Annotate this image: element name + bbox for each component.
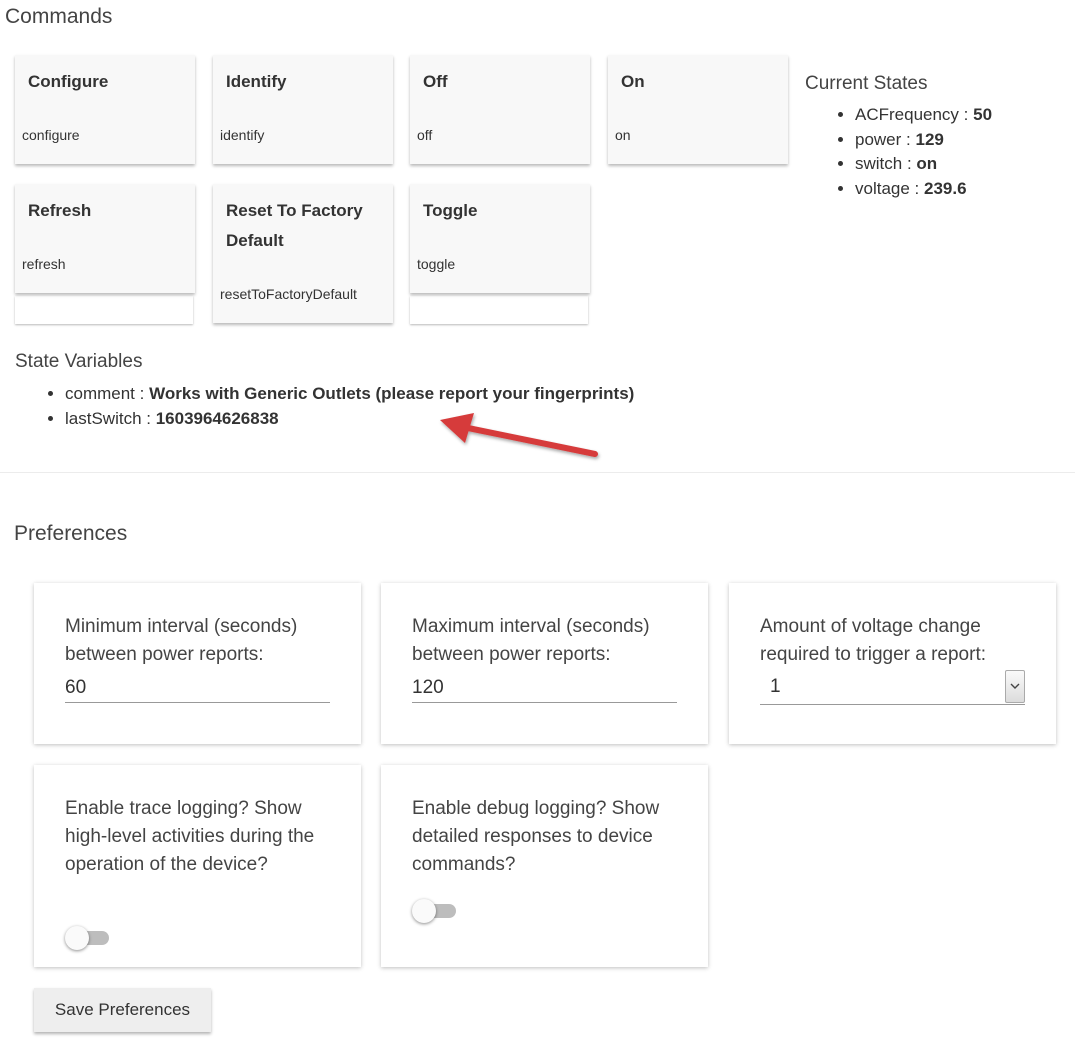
commands-title: Commands [5, 5, 113, 28]
command-label: Refresh [28, 201, 92, 220]
trace-logging-card [34, 765, 361, 967]
max-interval-label: Maximum interval (seconds) between power reports: [412, 616, 650, 665]
annotation-arrow-icon [430, 405, 610, 470]
section-divider [0, 472, 1075, 473]
voltage-change-value: 1 [770, 676, 781, 697]
current-states-list [805, 103, 1070, 201]
reset-to-factory-default-command-button[interactable] [213, 184, 393, 323]
current-states-panel [805, 73, 1070, 201]
command-label: Identify [226, 72, 287, 91]
configure-command-button[interactable] [15, 55, 195, 164]
max-interval-input[interactable] [412, 674, 677, 703]
list-item: • comment : Works with Generic Outlets (please report your fingerprints) [65, 382, 775, 407]
command-label: Configure [28, 72, 109, 91]
toggle-knob [412, 899, 436, 923]
command-name: on [615, 127, 631, 143]
state-value: 129 [915, 129, 944, 149]
command-name: off [417, 127, 433, 143]
on-command-button[interactable] [608, 55, 788, 164]
command-name: refresh [22, 256, 66, 272]
voltage-change-card [729, 583, 1056, 744]
list-item: • power : 129 [855, 128, 1070, 153]
state-key: power [855, 129, 902, 149]
state-value: on [916, 154, 938, 173]
state-value: Works with Generic Outlets (please report your fingerprints) [149, 384, 635, 403]
state-key: switch [855, 154, 903, 173]
list-item: • ACFrequency : 50 [855, 103, 1070, 128]
list-item: • voltage : 239.6 [855, 177, 1070, 202]
command-label: Off [423, 72, 448, 91]
min-interval-input[interactable] [65, 674, 330, 703]
toggle-command-button[interactable] [410, 184, 590, 293]
refresh-command-parameters [15, 296, 193, 324]
current-states-title: Current States [805, 73, 928, 94]
save-preferences-button[interactable]: Save Preferences [34, 988, 211, 1032]
command-name: resetToFactoryDefault [220, 286, 357, 302]
min-interval-card [34, 583, 361, 744]
command-name: configure [22, 127, 80, 143]
command-label: Toggle [423, 201, 478, 220]
state-variables-title: State Variables [15, 351, 143, 372]
voltage-change-label: Amount of voltage change required to trigger a report: [760, 616, 987, 665]
chevron-down-icon[interactable] [1005, 670, 1025, 703]
state-key: voltage [855, 178, 910, 198]
debug-logging-toggle[interactable] [412, 899, 458, 923]
preferences-title: Preferences [14, 522, 128, 545]
state-variables-panel [15, 351, 775, 431]
toggle-command-parameters [410, 296, 588, 324]
debug-logging-label: Enable debug logging? Show detailed responses to device commands? [412, 798, 660, 875]
state-value: 50 [973, 105, 993, 124]
identify-command-button[interactable] [213, 55, 393, 164]
voltage-change-select[interactable] [760, 670, 1025, 705]
trace-logging-toggle[interactable] [65, 926, 111, 950]
max-interval-card [381, 583, 708, 744]
command-name: identify [220, 127, 265, 143]
list-item: • switch : on [855, 152, 1070, 177]
state-variables-list [15, 382, 775, 431]
list-item: • lastSwitch : 1603964626838 [65, 407, 775, 432]
debug-logging-card [381, 765, 708, 967]
state-key: lastSwitch [65, 408, 142, 428]
refresh-command-button[interactable] [15, 184, 195, 293]
state-value: 239.6 [924, 178, 967, 198]
state-key: ACFrequency [855, 105, 959, 124]
state-value: 1603964626838 [155, 408, 279, 428]
toggle-knob [65, 926, 89, 950]
off-command-button[interactable] [410, 55, 590, 164]
command-label: On [621, 72, 645, 91]
trace-logging-label: Enable trace logging? Show high-level activities during the operation of the device? [65, 798, 315, 875]
state-key: comment [65, 384, 135, 403]
command-label: Reset To Factory Default [226, 201, 363, 250]
min-interval-label: Minimum interval (seconds) between power reports: [65, 616, 298, 665]
command-name: toggle [417, 256, 456, 272]
